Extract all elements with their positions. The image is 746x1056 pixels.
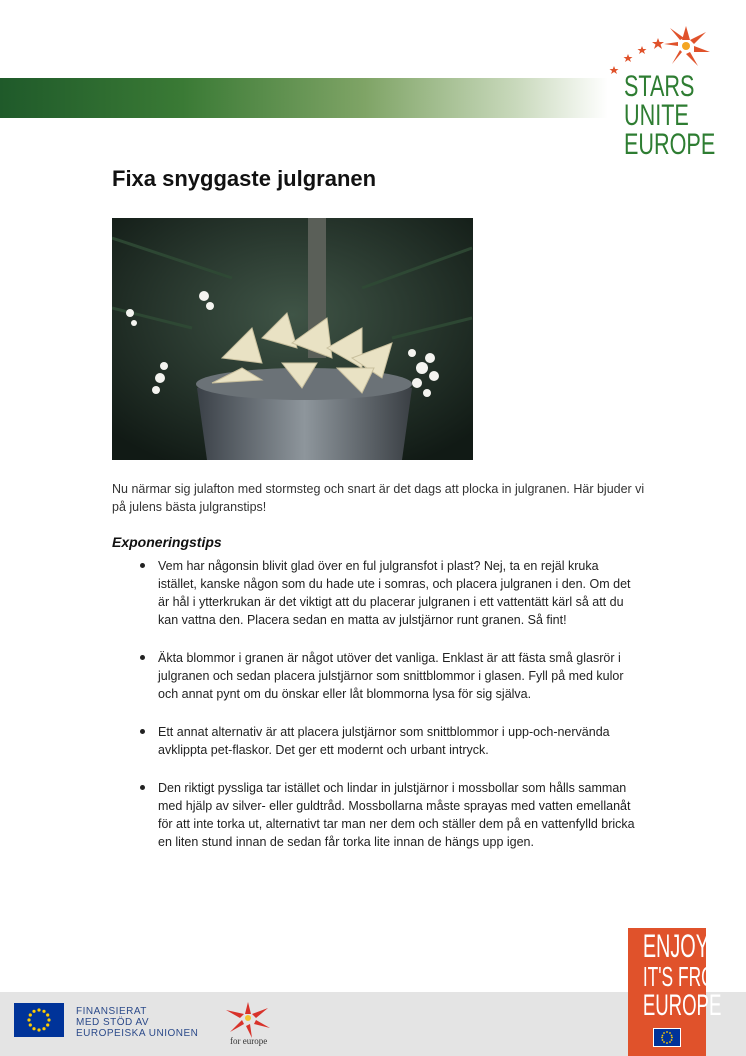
badge-line: IT'S FROM — [642, 961, 730, 992]
stars-for-europe-label: for europe — [230, 1036, 268, 1046]
logo-wordmark — [624, 70, 716, 161]
eu-text-line: MED STÖD AV — [76, 1017, 150, 1028]
logo-line: UNITE — [624, 99, 689, 132]
tips-list — [140, 557, 640, 871]
bullet-icon — [140, 729, 145, 734]
badge-line: ENJOY — [642, 928, 709, 964]
bullet-icon — [140, 563, 145, 568]
eu-flag-icon — [14, 1003, 64, 1037]
list-item-text: Vem har någonsin blivit glad över en ful julgransfot i plast? Nej, ta en rejäl kruka istället, kanske någon som du hade ute i somras, och placera julgranen i den. Om det är hål i ytterkrukan är det viktigt att du placerar julgranen i ett vattentätt kärl så att du kan vattna den. Placera sedan en matta av julstjärnor runt granen. Så fint! — [158, 559, 631, 627]
eu-text-line: EUROPEISKA UNIONEN — [76, 1028, 199, 1039]
list-item — [140, 557, 640, 629]
enjoy-its-from-europe-badge — [628, 928, 730, 1056]
section-title: Exponeringstips — [112, 534, 222, 550]
list-item-text: Äkta blommor i granen är något utöver det vanliga. Enklast är att fästa små glasrör i julgranen och sedan placera julstjärnor som snittblommor i glasen. Fyll på med kulor och annat pynt om du önskar eller låt blommorna lysa för sig själva. — [158, 651, 624, 701]
intro-paragraph: Nu närmar sig julafton med stormsteg och snart är det dags att plocka in julgranen. Här bjuder vi på julens bästa julgranstips! — [112, 482, 645, 514]
header-green-band — [0, 78, 608, 118]
logo-line: STARS — [624, 70, 695, 103]
stars-unite-europe-logo — [602, 22, 714, 172]
badge-line: EUROPE — [642, 989, 722, 1022]
bullet-icon — [140, 655, 145, 660]
list-item — [140, 723, 640, 759]
poinsettia-icon — [222, 998, 274, 1038]
poinsettia-photo — [112, 218, 473, 460]
bullet-icon — [140, 785, 145, 790]
eu-text-line: FINANSIERAT — [76, 1006, 147, 1017]
list-item — [140, 649, 640, 703]
page-title: Fixa snyggaste julgranen — [112, 166, 377, 191]
eu-flag-small-icon — [653, 1028, 681, 1047]
logo-line: EUROPE — [624, 128, 716, 161]
list-item — [140, 779, 640, 851]
list-item-text: Ett annat alternativ är att placera julstjärnor som snittblommor i upp-och-nervända avklippta pet-flaskor. Det ger ett modernt och urbant intryck. — [158, 725, 610, 757]
eu-funding-text — [76, 1006, 198, 1039]
list-item-text: Den riktigt pyssliga tar istället och lindar in julstjärnor i mossbollar som hålls samman med hjälp av silver- eller guldtråd. Mossbollarna måste sprayas med vatten emellanåt för att inte torka ut, alternativt tar man ner dem och ställer dem på en vattenfylld bricka en liten stund innan de sedan får torka lite innan de hängs upp igen. — [158, 781, 635, 849]
